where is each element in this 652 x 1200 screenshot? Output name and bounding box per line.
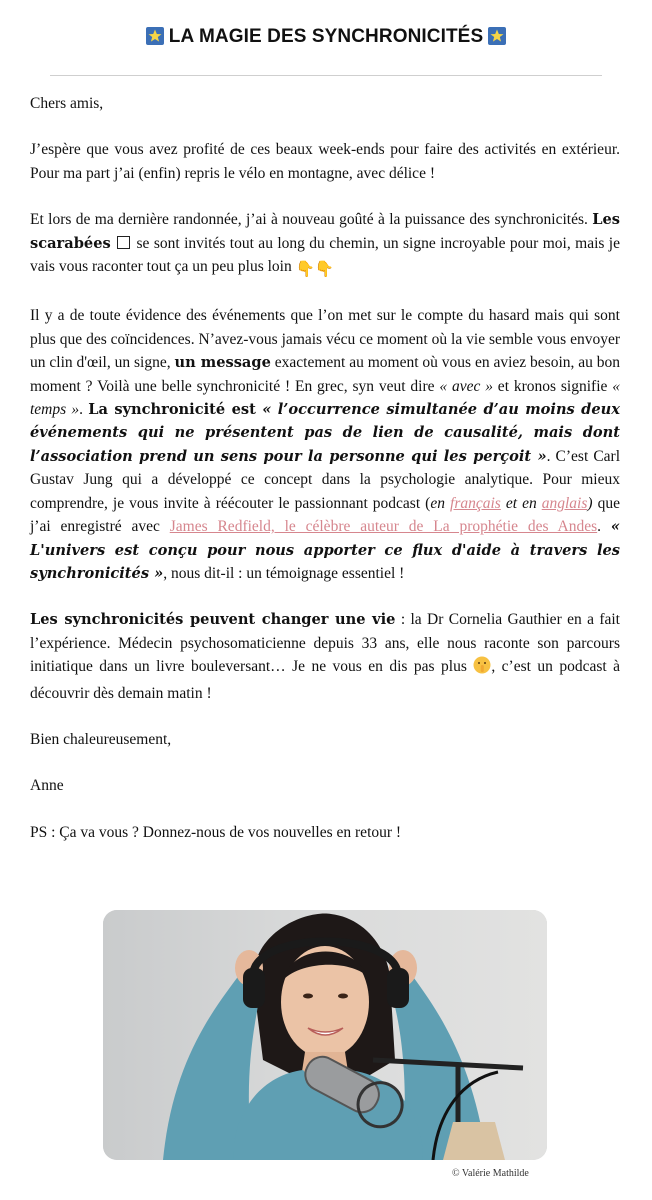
text: , nous dit-il : un témoignage essentiel ! <box>163 564 405 582</box>
star-icon <box>488 27 506 45</box>
text: se sont invités tout au long du chemin, un signe incroyable pour moi, mais je vais vous raconter tout ça un peu plus loin <box>30 234 620 276</box>
bold-italic-quote: « l’occurrence simultanée d’au moins deux événements qui ne présentent pas de lien de causalité, mais dont l’association prend un sens pour la personne qui les perçoit » <box>30 401 620 465</box>
paragraph-4 <box>30 608 620 705</box>
title-divider <box>50 75 602 76</box>
bold-italic-quote: « L'univers est conçu pour nous apporter ce flux d'aide à travers les synchronicités » <box>30 518 621 582</box>
paragraph-3 <box>30 304 620 585</box>
link-francais[interactable]: français <box>450 494 501 512</box>
greeting: Chers amis, <box>30 95 104 112</box>
title-text: LA MAGIE DES SYNCHRONICITÉS <box>168 26 484 47</box>
link-anglais[interactable]: anglais <box>541 494 588 512</box>
bold-text: un message <box>174 354 271 372</box>
closing: Bien chaleureusement, <box>30 730 172 748</box>
paragraph-2 <box>30 208 620 281</box>
text: . <box>597 518 611 536</box>
italic-text: « temps » <box>30 377 620 419</box>
text: Il y a de toute évidence des événements que l’on met sur le compte du hasard mais qui sont plus que des coïncidences. N’avez-vous jamais vécu ce moment où la vie semble vous envoyer un clin d'œil, un signe, <box>30 307 620 372</box>
text: Et lors de ma dernière randonnée, j’ai à nouveau goûté à la puissance des synchronicités. <box>30 211 593 229</box>
bold-text: Les scarabées <box>30 211 620 252</box>
podcast-photo <box>103 910 547 1160</box>
text: exactement au moment où vous en aviez besoin, au bon moment ? Voilà une belle synchronicité ! En grec, syn veut dire <box>30 354 621 395</box>
text: . <box>79 401 89 419</box>
bold-text: Les synchronicités peuvent changer une vie <box>30 611 396 629</box>
italic-text: ) <box>587 494 593 512</box>
paragraph-1: J’espère que vous avez profité de ces beaux week-ends pour faire des activités en extérieur. Pour ma part j’ai (enfin) repris le vélo en montagne, avec délice ! <box>30 141 620 182</box>
text: . C’est Carl Gustav Jung qui a développé ce concept dans la psychologie analytique. Pour mieux comprendre, je vous invite à réécouter le passionnant podcast ( <box>30 447 621 512</box>
italic-text: « avec » <box>439 377 493 395</box>
checkbox-glyph-icon <box>117 236 130 249</box>
bold-text: La synchronicité est <box>88 401 256 419</box>
text: : la Dr Cornelia Gauthier en a fait l’expérience. Médecin psychosomaticienne depuis 33 ans, elle nous raconte son parcours initiatique dans un livre bouleversant… Je ne vous en dis pas plus <box>30 611 620 676</box>
italic-text: en <box>430 494 451 512</box>
pointing-down-icon: 👇👇 <box>295 261 335 279</box>
shushing-face-icon <box>473 656 491 681</box>
text: et kronos signifie <box>492 377 613 395</box>
postscript: PS : Ça va vous ? Donnez-nous de vos nouvelles en retour ! <box>30 823 402 841</box>
photo-credit: © Valérie Mathilde <box>452 1168 529 1179</box>
link-james-redfield[interactable]: James Redfield, le célèbre auteur de La prophétie des Andes <box>169 518 598 536</box>
woman-with-microphone-image <box>103 910 547 1160</box>
signature: Anne <box>30 777 64 795</box>
text: que j’ai enregistré avec <box>30 494 620 536</box>
newsletter-title <box>0 26 652 48</box>
italic-text: et en <box>500 494 542 512</box>
letter-body <box>30 92 620 867</box>
star-icon <box>146 27 164 45</box>
text: , c’est un podcast à découvrir dès demain matin ! <box>30 658 620 702</box>
